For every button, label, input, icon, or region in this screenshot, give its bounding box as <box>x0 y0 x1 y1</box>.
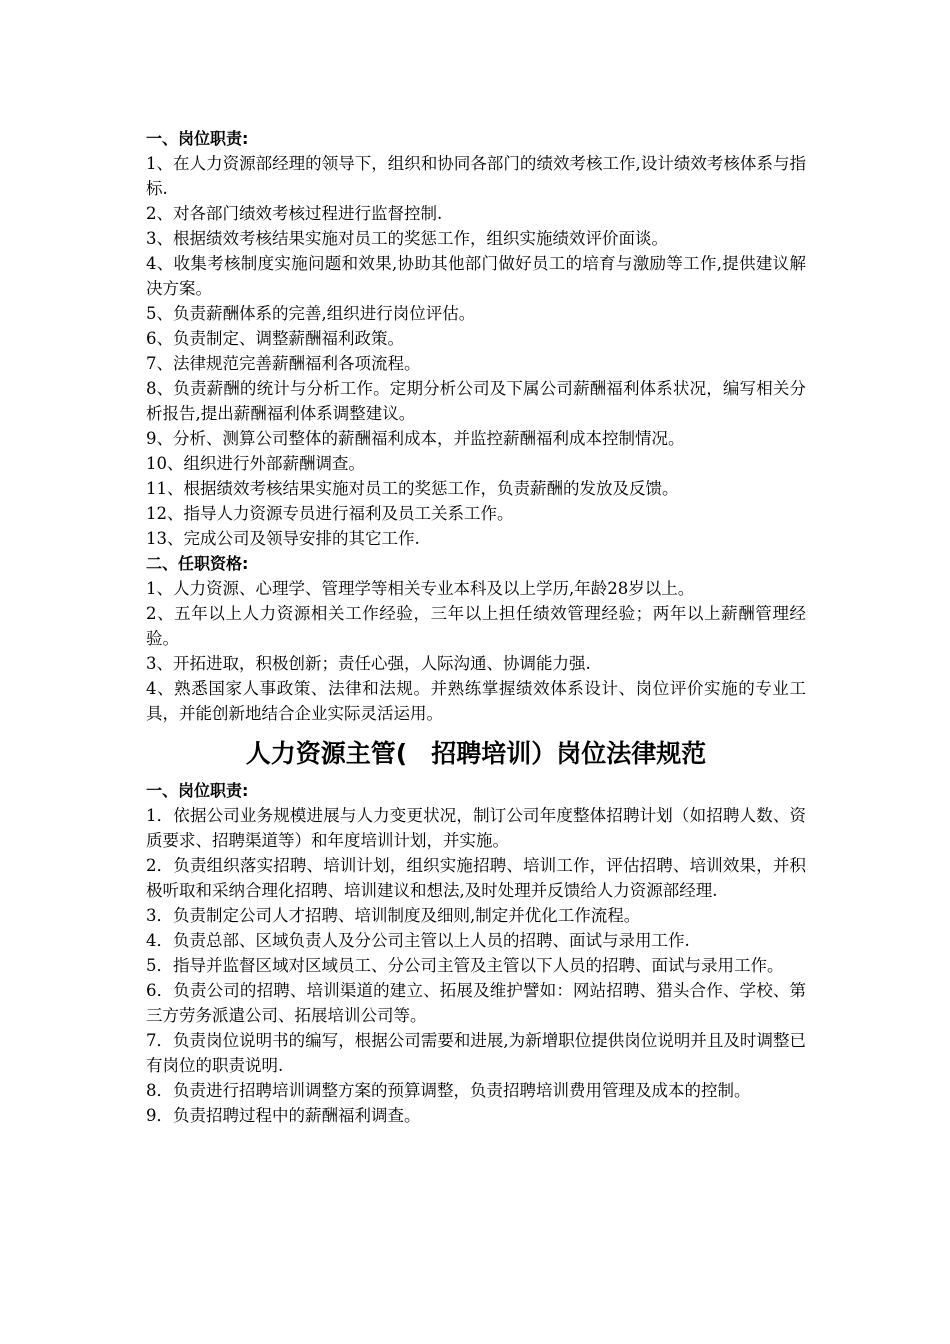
list-item: 7、法律规范完善薪酬福利各项流程。 <box>146 354 421 373</box>
list-item: 3、开拓进取，积极创新；责任心强，人际沟通、协调能力强. <box>146 654 591 673</box>
list-item: 3．负责制定公司人才招聘、培训制度及细则,制定并优化工作流程。 <box>146 906 641 925</box>
list-item: 11、根据绩效考核结果实施对员工的奖惩工作，负责薪酬的发放及反馈。 <box>146 479 679 498</box>
list-item: 6．负责公司的招聘、培训渠道的建立、拓展及维护譬如：网站招聘、猎头合作、学校、第三方劳务派遣公司、拓展培训公司等。 <box>146 981 806 1025</box>
section-heading-duties-2: 一、岗位职责: <box>146 781 249 800</box>
section-heading-duties: 一、岗位职责: <box>146 129 249 148</box>
list-item: 7．负责岗位说明书的编写，根据公司需要和进展,为新增职位提供岗位说明并且及时调整已有岗位的职责说明. <box>146 1031 806 1075</box>
list-item: 1、在人力资源部经理的领导下，组织和协同各部门的绩效考核工作,设计绩效考核体系与指标. <box>146 154 806 198</box>
section-heading-qualifications: 二、任职资格: <box>146 554 249 573</box>
list-item: 5．指导并监督区域对区域员工、分公司主管及主管以下人员的招聘、面试与录用工作。 <box>146 956 784 975</box>
list-item: 8．负责进行招聘培训调整方案的预算调整，负责招聘培训费用管理及成本的控制。 <box>146 1081 751 1100</box>
list-item: 1、人力资源、心理学、管理学等相关专业本科及以上学历,年龄28岁以上。 <box>146 579 695 598</box>
list-item: 4、熟悉国家人事政策、法律和法规。并熟练掌握绩效体系设计、岗位评价实施的专业工具，并能创新地结合企业实际灵活运用。 <box>146 679 806 723</box>
list-item: 9．负责招聘过程中的薪酬福利调查。 <box>146 1106 421 1125</box>
list-item: 8、负责薪酬的统计与分析工作。定期分析公司及下属公司薪酬福利体系状况，编写相关分析报告,提出薪酬福利体系调整建议。 <box>146 379 806 423</box>
document-page <box>146 126 806 1128</box>
list-item: 9、分析、测算公司整体的薪酬福利成本，并监控薪酬福利成本控制情况。 <box>146 429 685 448</box>
list-item: 12、指导人力资源专员进行福利及员工关系工作。 <box>146 504 514 523</box>
list-item: 6、负责制定、调整薪酬福利政策。 <box>146 329 404 348</box>
list-item: 13、完成公司及领导安排的其它工作. <box>146 529 420 548</box>
title-part-1: 人力资源主管( <box>245 739 408 768</box>
list-item: 2、五年以上人力资源相关工作经验，三年以上担任绩效管理经验；两年以上薪酬管理经验。 <box>146 604 806 648</box>
list-item: 2．负责组织落实招聘、培训计划，组织实施招聘、培训工作，评估招聘、培训效果，并积极听取和采纳合理化招聘、培训建议和想法,及时处理并反馈给人力资源部经理. <box>146 856 806 900</box>
list-item: 5、负责薪酬体系的完善,组织进行岗位评估。 <box>146 304 476 323</box>
list-item: 2、对各部门绩效考核过程进行监督控制. <box>146 204 443 223</box>
list-item: 3、根据绩效考核结果实施对员工的奖惩工作，组织实施绩效评价面谈。 <box>146 229 668 248</box>
list-item: 10、组织进行外部薪酬调查。 <box>146 454 365 473</box>
list-item: 4、收集考核制度实施问题和效果,协助其他部门做好员工的培育与激励等工作,提供建议解决方案。 <box>146 254 806 298</box>
list-item: 1．依据公司业务规模进展与人力变更状况，制订公司年度整体招聘计划（如招聘人数、资质要求、招聘渠道等）和年度培训计划，并实施。 <box>146 806 806 850</box>
title-part-2: 招聘培训）岗位法律规范 <box>431 739 707 768</box>
list-item: 4．负责总部、区域负责人及分公司主管以上人员的招聘、面试与录用工作. <box>146 931 690 950</box>
page-title <box>146 732 806 776</box>
